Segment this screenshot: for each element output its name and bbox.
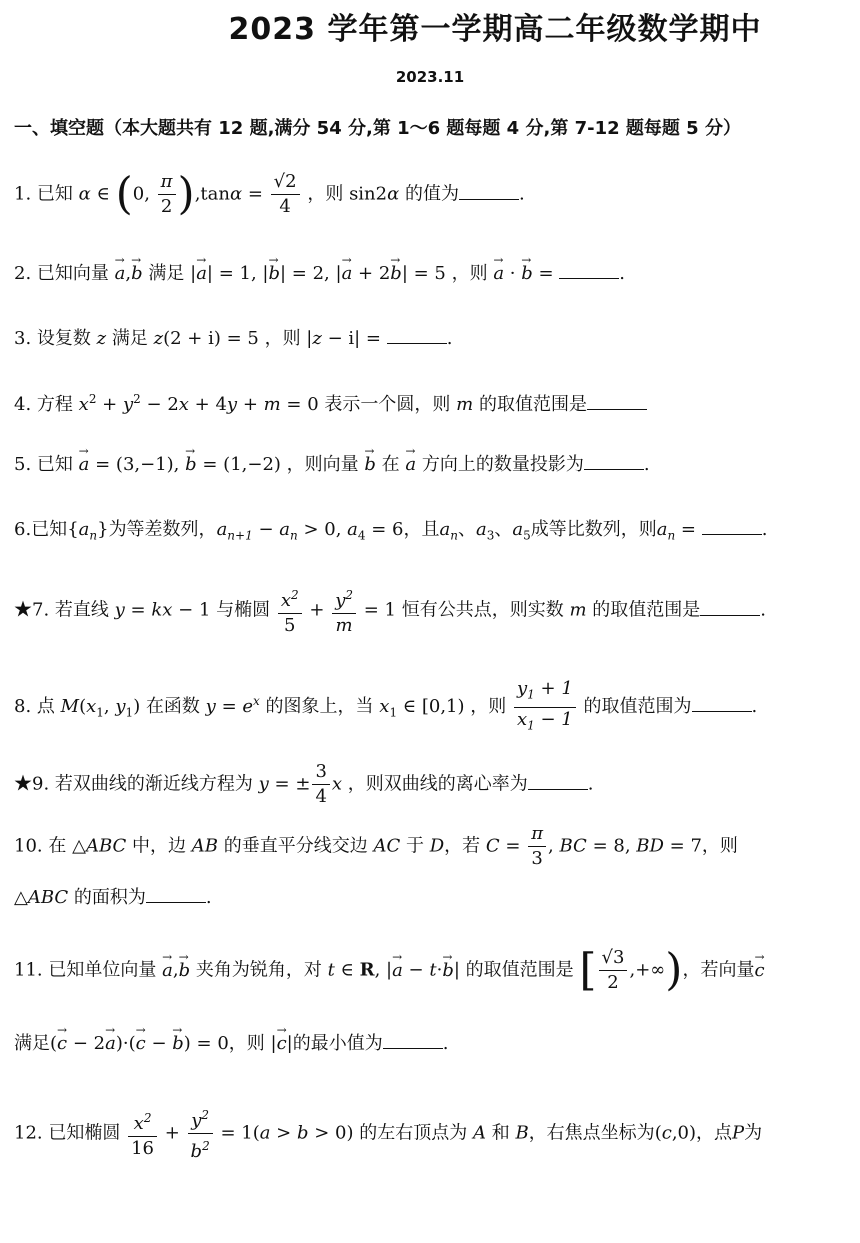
question-10-line-2: △ABC 的面积为 .	[14, 882, 846, 911]
question-7: ★7. 若直线 y = kx − 1 与椭圆 $\frac{x^2}{5}$ + $\frac{y^2}{m}$ = 1 恒有公共点，则实数 m 的取值范围是 .	[14, 583, 846, 638]
question-text: 为等差数列，	[108, 519, 217, 540]
exam-date: 2023.11	[395, 68, 465, 86]
question-5: 5. 已知 → a = (3,−1), → b = (1,−2) ，则向量 → b 在 → a 方向上的数量投影为 .	[14, 449, 846, 478]
question-text: 的取值范围为	[583, 696, 692, 718]
question-number: 2.	[14, 263, 32, 284]
question-text: 已知	[36, 454, 73, 475]
question-text: 方程	[36, 394, 73, 415]
question-text: 已知椭圆	[48, 1122, 121, 1144]
question-9: ★9. 若双曲线的渐近线方程为 y = ± $\frac{3}{4}$ x ，则双曲线的离心率为 .	[14, 761, 594, 807]
answer-blank[interactable]	[587, 389, 647, 410]
question-text: 在	[381, 454, 400, 475]
question-text: ，且	[403, 519, 440, 540]
question-text: 的取值范围是	[478, 394, 587, 415]
question-text: 表示一个圆，则	[324, 394, 451, 415]
answer-blank[interactable]	[387, 323, 447, 344]
question-text: ，点	[696, 1122, 733, 1144]
answer-blank[interactable]	[584, 449, 644, 470]
question-text: 在	[48, 835, 67, 857]
question-text: 满足	[148, 263, 185, 284]
question-text: 恒有公共点，则实数	[401, 599, 564, 621]
question-text: 点	[36, 696, 55, 718]
question-text: 已知向量	[36, 263, 109, 284]
question-text: 的最小值为	[292, 1033, 383, 1054]
question-number: 3.	[14, 328, 32, 349]
question-text: ，则双曲线的离心率为	[347, 773, 528, 795]
question-4: 4. 方程 $x^2 + y^2 - 2x + 4y + m = 0$ 表示一个圆，则 m 的取值范围是	[14, 386, 846, 418]
question-number: 12.	[14, 1122, 43, 1144]
answer-blank[interactable]	[559, 258, 619, 279]
question-number: 10.	[14, 835, 43, 857]
question-text: ，右焦点坐标为	[528, 1122, 655, 1144]
question-number: 6.	[14, 519, 32, 540]
question-10: 10. 在 △ABC 中，边 AB 的垂直平分线交边 AC 于 D，若 C = $\frac{\pi}{3}$ , BC = 8, BD = 7，则	[14, 823, 738, 869]
question-text: ，则	[701, 835, 738, 857]
question-text: 方向上的数量投影为	[421, 454, 584, 475]
question-text: 的取值范围是	[592, 599, 701, 621]
question-text: ，则向量	[286, 454, 359, 475]
question-text: 的图象上，当	[265, 696, 374, 718]
question-text: ，则	[307, 183, 344, 205]
question-1: 1. 已知 α ∈ (0, $\frac{\pi}{2}$ ),tanα = $\frac{√2}{4}$ ，则 sin2α 的值为 .	[14, 168, 525, 220]
question-text: 的取值范围是	[465, 959, 574, 981]
answer-blank[interactable]	[383, 1028, 443, 1049]
question-2: 2. 已知向量 → a,→ b 满足 |→ a| = 1, |→ b| = 2, |→ a + 2→ b| = 5 ，则 → a · → b = .	[14, 258, 846, 287]
question-text: ，则	[264, 328, 301, 349]
answer-blank[interactable]	[528, 769, 588, 790]
question-11-line-2: 满足(→ c − 2→ a)·(→ c − → b) = 0，则 |→ c|的最小值为 .	[14, 1028, 846, 1057]
question-number: 4.	[14, 394, 32, 415]
answer-blank[interactable]	[700, 595, 760, 616]
question-text: 满足	[111, 328, 148, 349]
question-text: 满足	[14, 1033, 50, 1054]
question-6: 6.已知$\{a_n\}$为等差数列，$a_{n+1} - a_n > 0$, $a_4 = 6$，且$a_n$、$a_3$、$a_5$成等比数列，则$a_n$ = .	[14, 514, 846, 549]
question-text: ，则	[451, 263, 488, 284]
question-text: 与椭圆	[216, 599, 271, 621]
question-text: 已知	[31, 519, 68, 540]
question-text: 已知单位向量	[48, 959, 157, 981]
answer-blank[interactable]	[692, 691, 752, 712]
question-text: 于	[405, 835, 424, 857]
question-text: ，则	[228, 1033, 265, 1054]
question-text: 的左右顶点为	[359, 1122, 468, 1144]
question-text: 若双曲线的渐近线方程为	[54, 773, 253, 795]
question-text: 在函数	[145, 696, 200, 718]
question-11: 11. 已知单位向量 → a,→ b 夹角为锐角，对 t ∈ R, |→ a − t·→ b| 的取值范围是 [ $\frac{√3}{2}$ ,+∞)，若向量→ c	[14, 946, 846, 995]
question-text: 的垂直平分线交边	[223, 835, 368, 857]
question-3: 3. 设复数 z 满足 z(2 + i) = 5 ，则 |z − i| = .	[14, 323, 846, 352]
section-heading: 一、填空题（本大题共有 12 题,满分 54 分,第 1～6 题每题 4 分,第 7-12 题每题 5 分）	[14, 118, 741, 139]
question-text: 若直线	[54, 599, 109, 621]
question-number: 1.	[14, 183, 32, 205]
question-number: 8.	[14, 696, 32, 718]
question-text: ，若向量	[682, 959, 755, 981]
question-number: 11.	[14, 959, 43, 981]
question-text: 夹角为锐角，对	[195, 959, 322, 981]
question-8: 8. 点 $M(x_1$, $y_1$) 在函数 $y = e^x$ 的图象上，当 $x_1$ ∈ [0,1) ，则 $\frac{y_1 + 1}{x_1 - 1}$ 的取值范围为 .	[14, 678, 758, 733]
question-text: ，则	[470, 696, 507, 718]
question-text: 的值为	[405, 183, 459, 205]
answer-blank[interactable]	[146, 882, 206, 903]
answer-blank[interactable]	[459, 179, 519, 200]
question-12: 12. 已知椭圆 $\frac{x^2}{16}$ + $\frac{y^2}{b^2}$ = 1(a > b > 0) 的左右顶点为 A 和 B，右焦点坐标为(c,0)，点P为	[14, 1103, 846, 1164]
question-text: ，若	[444, 835, 481, 857]
question-number: 5.	[14, 454, 32, 475]
question-text: 的面积为	[73, 887, 146, 908]
question-number: ★7.	[14, 599, 50, 621]
question-text: 已知	[36, 183, 73, 205]
question-text: 和	[491, 1122, 510, 1144]
answer-blank[interactable]	[702, 514, 762, 535]
page-title: 2023 学年第一学期高二年级数学期中	[228, 12, 762, 47]
question-text: 中，边	[132, 835, 187, 857]
question-text: 为	[744, 1122, 763, 1144]
question-text: 设复数	[36, 328, 91, 349]
question-number: ★9.	[14, 773, 50, 795]
question-text: 成等比数列，则	[530, 519, 657, 540]
